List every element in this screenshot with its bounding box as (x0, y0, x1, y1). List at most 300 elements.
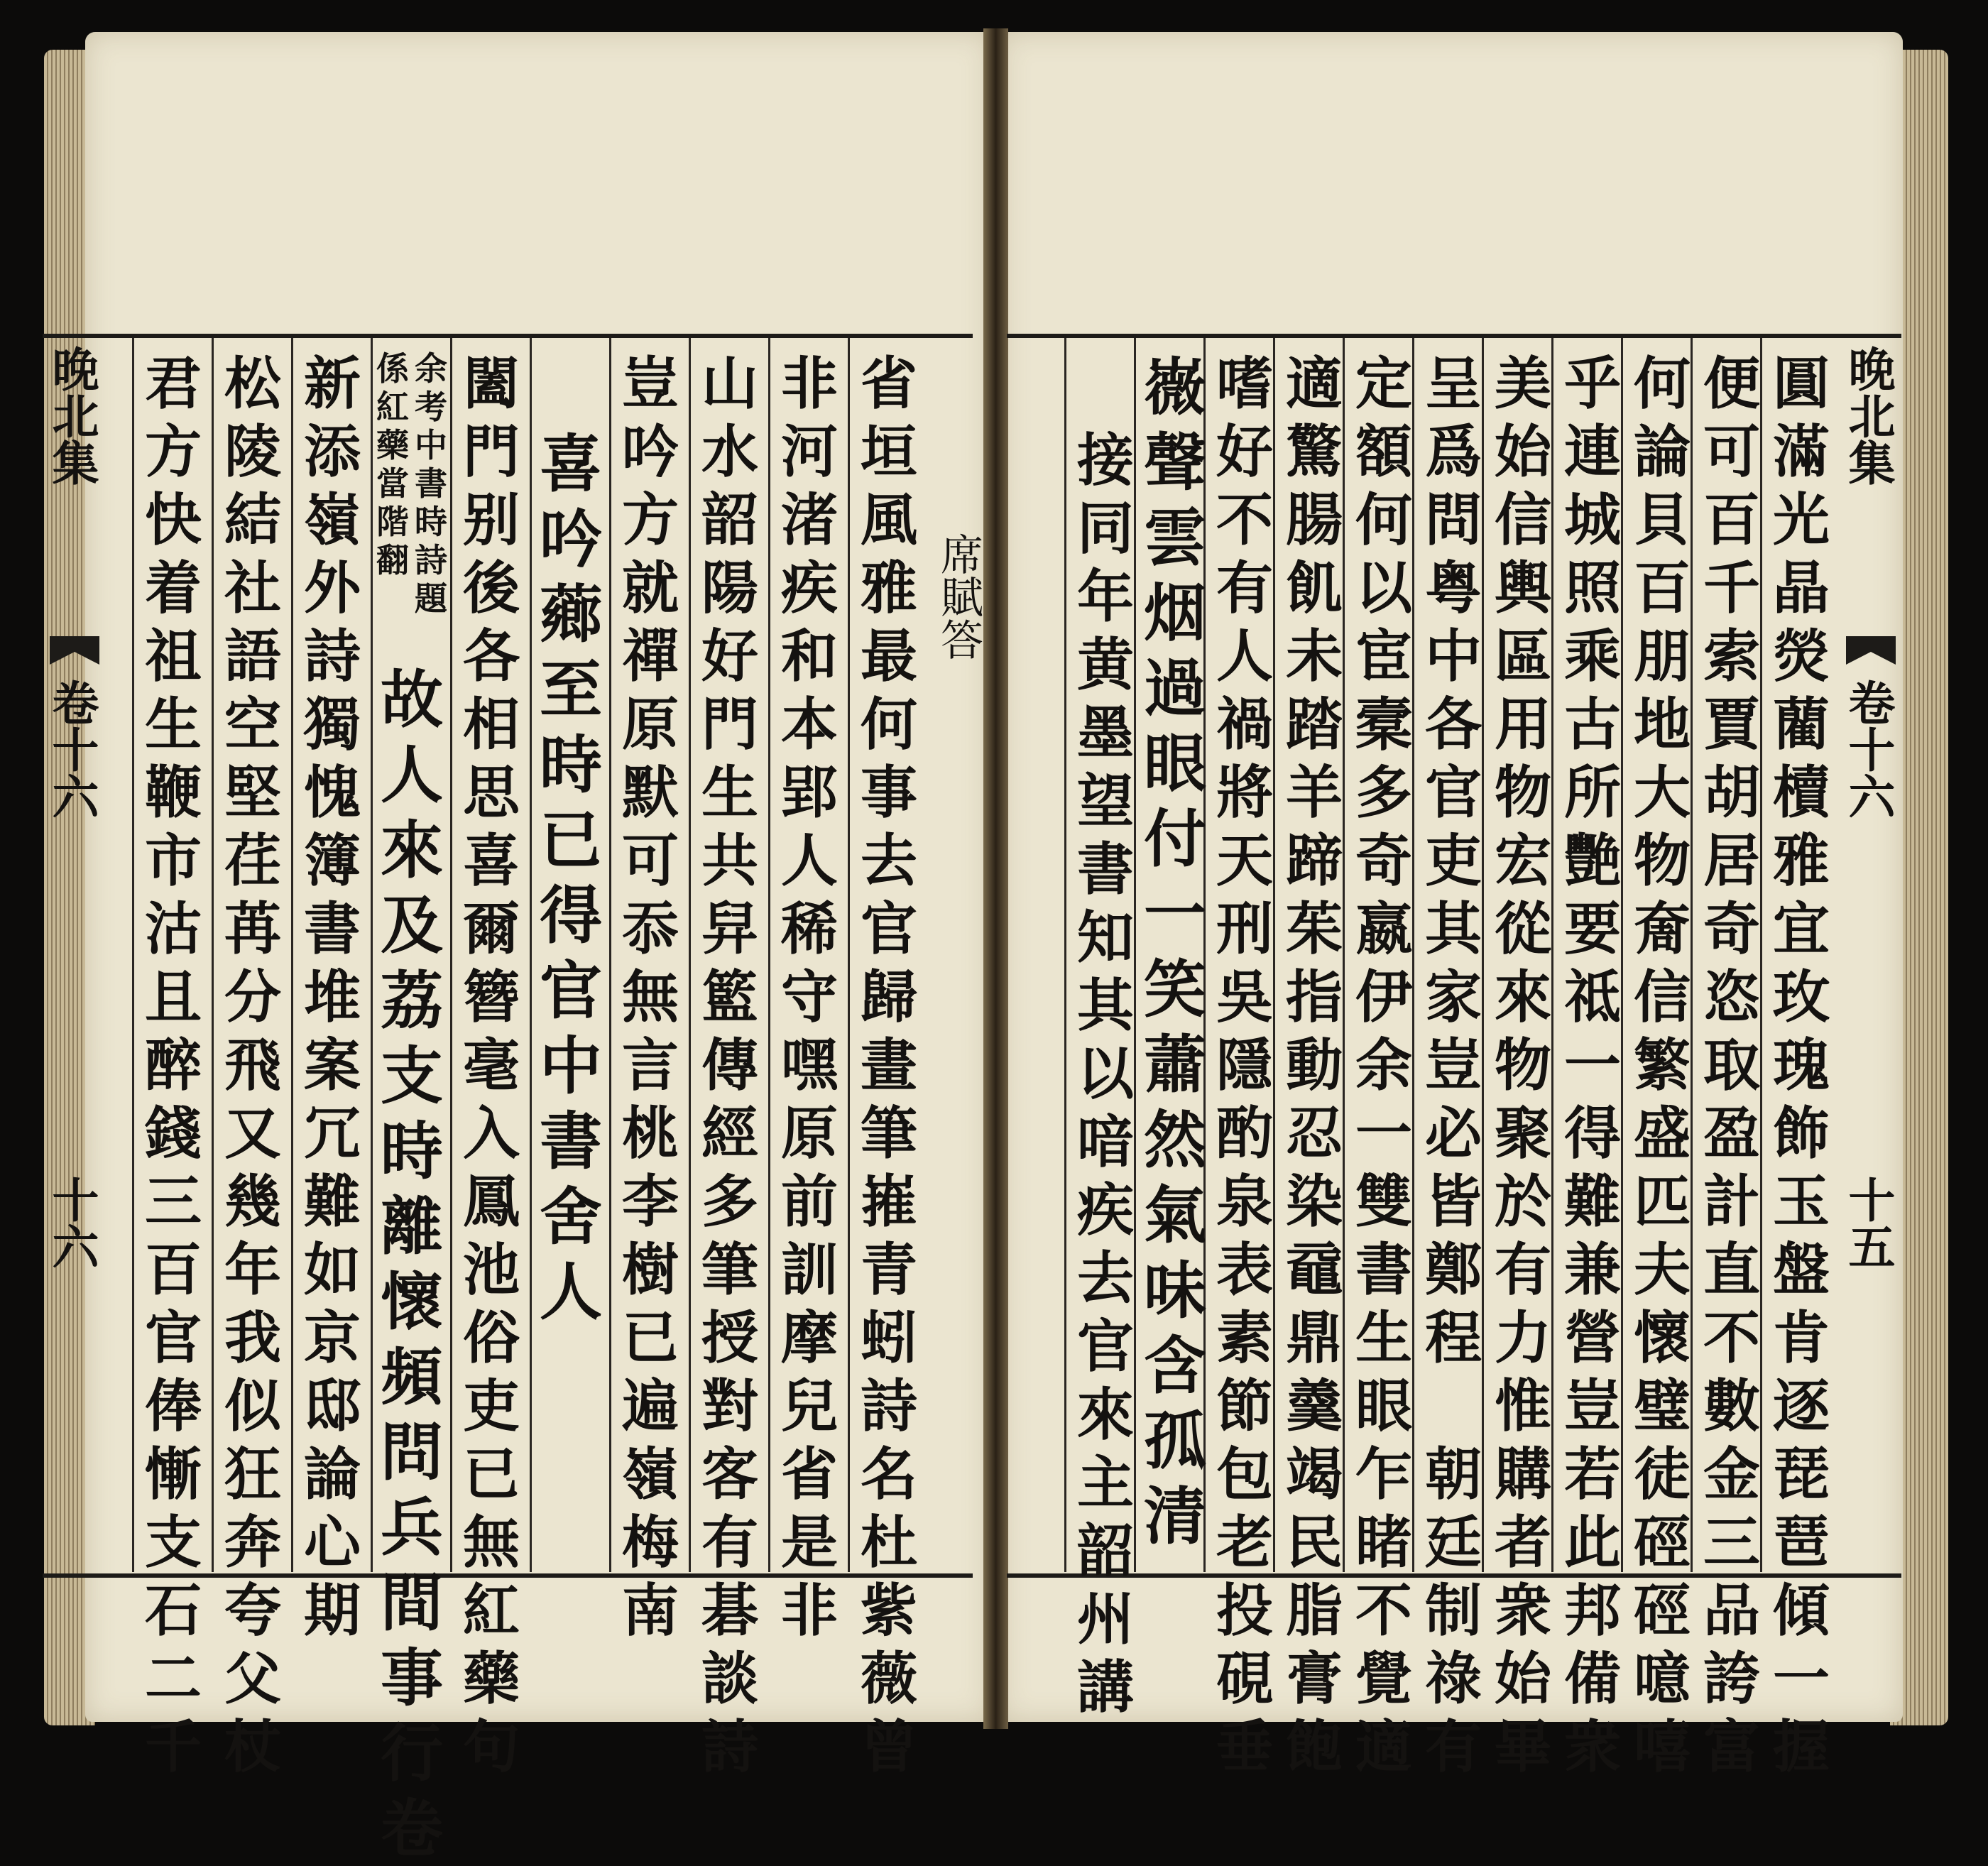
character: 望 (1077, 768, 1134, 834)
character: 詩 (304, 623, 361, 689)
character: 聚 (1495, 1100, 1551, 1167)
character: 夫 (1634, 1236, 1691, 1303)
character: 傾 (1773, 1577, 1830, 1644)
character: 陽 (701, 555, 758, 621)
character: 墨 (1077, 699, 1134, 766)
character: 名 (861, 1441, 917, 1507)
character: 盤 (1773, 1236, 1830, 1303)
character: 中 (539, 1029, 602, 1103)
character: 過 (1143, 651, 1206, 725)
character: 可 (622, 827, 679, 894)
left-margin-title: 晚北集 (44, 345, 99, 486)
character: 言 (622, 1032, 679, 1098)
character: 離 (380, 1189, 443, 1263)
character: 忍 (1286, 1100, 1343, 1167)
character: 以 (1077, 1040, 1134, 1107)
column-rule (609, 338, 611, 1572)
column-rule (848, 338, 850, 1572)
character: 賈 (1703, 691, 1760, 758)
character: 表 (1216, 1236, 1273, 1303)
character: 默 (622, 759, 679, 826)
character: 愧 (304, 759, 361, 826)
character: 胡 (1703, 759, 1760, 826)
character: 奇 (1703, 895, 1760, 962)
character: 相 (463, 691, 520, 758)
character: 指 (1286, 964, 1343, 1030)
character: 何 (1634, 350, 1691, 417)
character: 區 (1495, 623, 1551, 689)
character: 至 (539, 653, 602, 726)
character: 其 (1077, 972, 1134, 1039)
character: 摩 (781, 1304, 838, 1371)
character: 粤 (1425, 555, 1482, 621)
character: 水 (701, 418, 758, 485)
character: 呈 (1425, 350, 1482, 417)
character: 官 (145, 1304, 202, 1371)
character: 門 (463, 418, 520, 485)
character: 蚓 (861, 1304, 917, 1371)
character: 品 (1703, 1577, 1760, 1644)
character: 衆 (1564, 1713, 1621, 1780)
character: 喜 (463, 827, 520, 894)
character: 疾 (1077, 1177, 1134, 1243)
character: 紅 (463, 1577, 520, 1644)
text-column (375, 662, 449, 1866)
character: 談 (701, 1645, 758, 1712)
character: 舍 (539, 1179, 602, 1253)
text-column (1277, 349, 1351, 1781)
character: 大 (1634, 759, 1691, 826)
note-char: 階 (376, 503, 409, 541)
character: 忝 (622, 895, 679, 962)
character: 逐 (1773, 1373, 1830, 1439)
left-margin-volume: 卷十六 (44, 679, 99, 819)
character: 不 (1355, 1577, 1412, 1644)
character: 備 (1564, 1645, 1621, 1712)
character: 共 (701, 827, 758, 894)
character: 將 (1216, 759, 1273, 826)
character: 渚 (781, 486, 838, 553)
character: 分 (224, 964, 281, 1030)
annotated-column (375, 349, 449, 618)
character: 一 (1355, 1100, 1412, 1167)
character: 爲 (1425, 418, 1482, 485)
character: 故 (380, 662, 443, 736)
character: 飽 (1286, 1713, 1343, 1780)
character: 垣 (861, 418, 917, 485)
character: 黄 (1077, 631, 1134, 698)
character: 便 (1703, 350, 1760, 417)
character: 中 (1425, 623, 1482, 689)
character: 富 (1703, 1713, 1760, 1780)
character: 授 (701, 1304, 758, 1371)
character: 始 (1495, 418, 1551, 485)
character: 櫝 (1773, 759, 1830, 826)
character: 筆 (861, 1100, 917, 1167)
character: 省 (861, 350, 917, 417)
interlinear-note-right (413, 349, 449, 618)
character: 書 (539, 1104, 602, 1178)
character: 嶶 (1143, 350, 1206, 424)
character: 取 (1703, 1032, 1760, 1098)
character: 接 (1077, 427, 1134, 493)
character: 幾 (224, 1168, 281, 1235)
character: 笑 (1143, 952, 1206, 1026)
character: 遍 (622, 1373, 679, 1439)
character: 營 (1564, 1304, 1621, 1371)
character: 力 (1495, 1304, 1551, 1371)
character: 人 (380, 738, 443, 812)
note-char: 翻 (376, 541, 409, 579)
character: 乍 (1355, 1441, 1412, 1507)
character: 京 (304, 1304, 361, 1371)
character: 論 (1634, 418, 1691, 485)
character: 三 (145, 1168, 202, 1235)
character: 乎 (1564, 350, 1621, 417)
character: 百 (1703, 486, 1760, 553)
character: 聲 (1143, 425, 1206, 499)
character: 額 (1355, 418, 1412, 485)
character: 碁 (701, 1577, 758, 1644)
text-column (1486, 349, 1560, 1781)
character: 飛 (224, 1032, 281, 1098)
character: 知 (1077, 904, 1134, 971)
character: 着 (145, 555, 202, 621)
character: 邸 (304, 1373, 361, 1439)
character: 徒 (1634, 1441, 1691, 1507)
character: 俗 (463, 1304, 520, 1371)
character: 禍 (1216, 691, 1273, 758)
character: 來 (1495, 964, 1551, 1030)
character: 生 (701, 759, 758, 826)
character: 制 (1425, 1577, 1482, 1644)
character: 氣 (1143, 1178, 1206, 1252)
character: 舁 (701, 895, 758, 962)
character: 支 (145, 1509, 202, 1576)
character: 俸 (145, 1373, 202, 1439)
character: 始 (1495, 1645, 1551, 1712)
character (1425, 1372, 1482, 1440)
note-char: 詩 (415, 541, 447, 579)
character: 山 (701, 350, 758, 417)
character: 各 (463, 623, 520, 689)
note-char: 書 (415, 464, 447, 503)
character: 鼎 (1286, 1304, 1343, 1371)
character: 金 (1703, 1441, 1760, 1507)
character: 豈 (1564, 1373, 1621, 1439)
character: 人 (1216, 623, 1273, 689)
character: 年 (1077, 563, 1134, 630)
character: 本 (781, 691, 838, 758)
character: 信 (1495, 486, 1551, 553)
right-margin-page-number: 十五 (1840, 1176, 1896, 1270)
character: 非 (781, 350, 838, 417)
character: 池 (463, 1236, 520, 1303)
character: 得 (1564, 1100, 1621, 1167)
character: 官 (539, 954, 602, 1027)
character: 家 (1425, 964, 1482, 1030)
character: 古 (1564, 691, 1621, 758)
character: 物 (1495, 1032, 1551, 1098)
character: 計 (1703, 1168, 1760, 1235)
character: 别 (463, 486, 520, 553)
character: 蕭 (1143, 1027, 1206, 1101)
character: 狂 (224, 1441, 281, 1507)
character: 對 (701, 1373, 758, 1439)
character: 兵 (380, 1490, 443, 1564)
character: 思 (463, 759, 520, 826)
character: 所 (1564, 759, 1621, 826)
character: 節 (1216, 1373, 1273, 1439)
character: 獨 (304, 691, 361, 758)
character: 陵 (224, 418, 281, 485)
character: 定 (1355, 350, 1412, 417)
character: 傳 (701, 1032, 758, 1098)
character: 蹄 (1286, 827, 1343, 894)
character: 百 (1634, 555, 1691, 621)
character: 吏 (1425, 827, 1482, 894)
character: 滿 (1773, 418, 1830, 485)
column-rule (768, 338, 770, 1572)
text-column (1625, 349, 1699, 1781)
character: 詩 (701, 1713, 758, 1780)
column-rule (132, 338, 134, 1572)
character: 籃 (701, 964, 758, 1030)
character: 同 (1077, 495, 1134, 562)
poem-title-column (1069, 426, 1142, 1721)
character: 艷 (1564, 827, 1621, 894)
character: 含 (1143, 1328, 1206, 1402)
character: 曾 (861, 1713, 917, 1780)
character: 硜 (1634, 1577, 1691, 1644)
character: 程 (1425, 1304, 1482, 1371)
character: 無 (463, 1509, 520, 1576)
text-column (454, 349, 528, 1781)
character: 冗 (304, 1100, 361, 1167)
character: 直 (1703, 1236, 1760, 1303)
left-column-heading: 席賦答 (934, 533, 983, 660)
character: 鄭 (1425, 1236, 1482, 1303)
text-column (295, 349, 369, 1644)
character: 吟 (622, 418, 679, 485)
character: 晶 (1773, 555, 1830, 621)
character: 奝 (1634, 895, 1691, 962)
character: 染 (1286, 1168, 1343, 1235)
text-column (613, 349, 687, 1644)
character: 來 (380, 813, 443, 887)
character: 吏 (463, 1373, 520, 1439)
character: 烟 (1143, 576, 1206, 650)
character: 生 (1355, 1304, 1412, 1371)
note-char: 紅 (376, 388, 409, 426)
character: 用 (1495, 691, 1551, 758)
character: 照 (1564, 555, 1621, 621)
text-column (693, 349, 767, 1781)
character: 時 (539, 728, 602, 802)
character: 惟 (1495, 1373, 1551, 1439)
character: 不 (1703, 1304, 1760, 1371)
character: 連 (1564, 418, 1621, 485)
text-column (772, 349, 846, 1644)
character: 已 (539, 803, 602, 877)
character: 官 (1077, 1313, 1134, 1380)
character: 堆 (304, 964, 361, 1030)
character: 動 (1286, 1032, 1343, 1098)
character: 入 (463, 1100, 520, 1167)
character: 百 (145, 1236, 202, 1303)
character: 豈 (622, 350, 679, 417)
character: 輿 (1495, 555, 1551, 621)
character: 踏 (1286, 691, 1343, 758)
character: 及 (380, 888, 443, 962)
character: 邦 (1564, 1577, 1621, 1644)
character: 州 (1077, 1586, 1134, 1652)
character: 原 (781, 1100, 838, 1167)
character: 石 (145, 1577, 202, 1644)
character: 眼 (1355, 1373, 1412, 1439)
character: 宏 (1495, 827, 1551, 894)
character: 夸 (224, 1577, 281, 1644)
character: 門 (701, 691, 758, 758)
character: 非 (781, 1577, 838, 1644)
character: 畢 (1495, 1713, 1551, 1780)
column-rule (291, 338, 293, 1572)
note-char: 藥 (376, 426, 409, 464)
character: 杜 (861, 1509, 917, 1576)
note-char: 中 (415, 426, 447, 464)
character: 方 (145, 418, 202, 485)
character: 孤 (1143, 1404, 1206, 1478)
character: 美 (1495, 350, 1551, 417)
character: 嘿 (781, 1032, 838, 1098)
character: 購 (1495, 1441, 1551, 1507)
character: 有 (1495, 1236, 1551, 1303)
character: 清 (1143, 1479, 1206, 1553)
character: 爾 (463, 895, 520, 962)
character: 膏 (1286, 1645, 1343, 1712)
note-char: 時 (415, 503, 447, 541)
character: 從 (1495, 895, 1551, 962)
character: 鳳 (463, 1168, 520, 1235)
right-margin-strip (1840, 338, 1896, 1572)
character: 瑰 (1773, 1032, 1830, 1098)
left-margin-page-number: 十六 (44, 1176, 99, 1270)
text-column (1347, 349, 1421, 1781)
character: 熒 (1773, 623, 1830, 689)
character: 地 (1634, 691, 1691, 758)
character: 已 (622, 1304, 679, 1371)
character: 琵 (1773, 1441, 1830, 1507)
character: 省 (781, 1441, 838, 1507)
character: 嶊 (861, 1168, 917, 1235)
character: 語 (224, 623, 281, 689)
character: 藥 (463, 1645, 520, 1712)
character: 似 (224, 1373, 281, 1439)
character: 年 (224, 1236, 281, 1303)
character: 又 (224, 1100, 281, 1167)
character: 其 (1425, 895, 1482, 962)
character: 要 (1564, 895, 1621, 962)
character: 飢 (1286, 555, 1343, 621)
column-rule (371, 338, 373, 1572)
character: 槖 (1355, 691, 1412, 758)
right-fishtail-mark (1846, 636, 1896, 665)
character: 於 (1495, 1168, 1551, 1235)
character: 間 (380, 1566, 443, 1639)
note-char: 係 (376, 349, 409, 388)
character: 居 (1703, 827, 1760, 894)
right-margin-title: 晚北集 (1840, 345, 1896, 486)
character: 已 (463, 1441, 520, 1507)
text-column (1556, 349, 1629, 1781)
character: 前 (781, 1168, 838, 1235)
character: 璧 (1634, 1373, 1691, 1439)
character: 祖 (145, 623, 202, 689)
character: 茱 (1286, 895, 1343, 962)
character: 豈 (1425, 1032, 1482, 1098)
character: 錢 (145, 1100, 202, 1167)
character: 付 (1143, 802, 1206, 875)
character: 客 (701, 1441, 758, 1507)
text-column (852, 349, 926, 1781)
character: 肯 (1773, 1304, 1830, 1371)
character: 皆 (1425, 1168, 1482, 1235)
character: 外 (304, 555, 361, 621)
character: 眼 (1143, 726, 1206, 800)
character: 千 (145, 1713, 202, 1780)
character: 紫 (861, 1577, 917, 1644)
character: 好 (701, 623, 758, 689)
character: 垂 (1216, 1713, 1273, 1780)
character: 喜 (539, 427, 602, 501)
character: 嬴 (1355, 895, 1412, 962)
character: 雲 (1143, 501, 1206, 574)
character: 去 (861, 827, 917, 894)
character: 官 (1425, 759, 1482, 826)
character: 投 (1216, 1577, 1273, 1644)
character: 一 (1143, 877, 1206, 951)
character: 朝 (1425, 1441, 1482, 1507)
character: 不 (1216, 486, 1273, 553)
character: 簪 (463, 964, 520, 1030)
character: 苒 (224, 895, 281, 962)
character: 論 (304, 1441, 361, 1507)
character: 數 (1703, 1373, 1760, 1439)
character: 適 (1355, 1713, 1412, 1780)
text-column (136, 349, 210, 1781)
character: 心 (304, 1509, 361, 1576)
character: 可 (1703, 418, 1760, 485)
character: 行 (380, 1716, 443, 1790)
character: 信 (1634, 964, 1691, 1030)
character: 官 (861, 895, 917, 962)
character: 酌 (1216, 1100, 1273, 1167)
character: 羊 (1286, 759, 1343, 826)
character: 懷 (1634, 1304, 1691, 1371)
character: 硜 (1634, 1509, 1691, 1576)
character: 城 (1564, 486, 1621, 553)
character: 伊 (1355, 964, 1412, 1030)
character: 訓 (781, 1236, 838, 1303)
character: 一 (1773, 1645, 1830, 1712)
character: 句 (463, 1713, 520, 1780)
character: 父 (224, 1645, 281, 1712)
text-column (1764, 349, 1838, 1781)
character: 問 (380, 1415, 443, 1489)
character: 雙 (1355, 1168, 1412, 1235)
character: 盈 (1703, 1100, 1760, 1167)
character: 空 (224, 691, 281, 758)
